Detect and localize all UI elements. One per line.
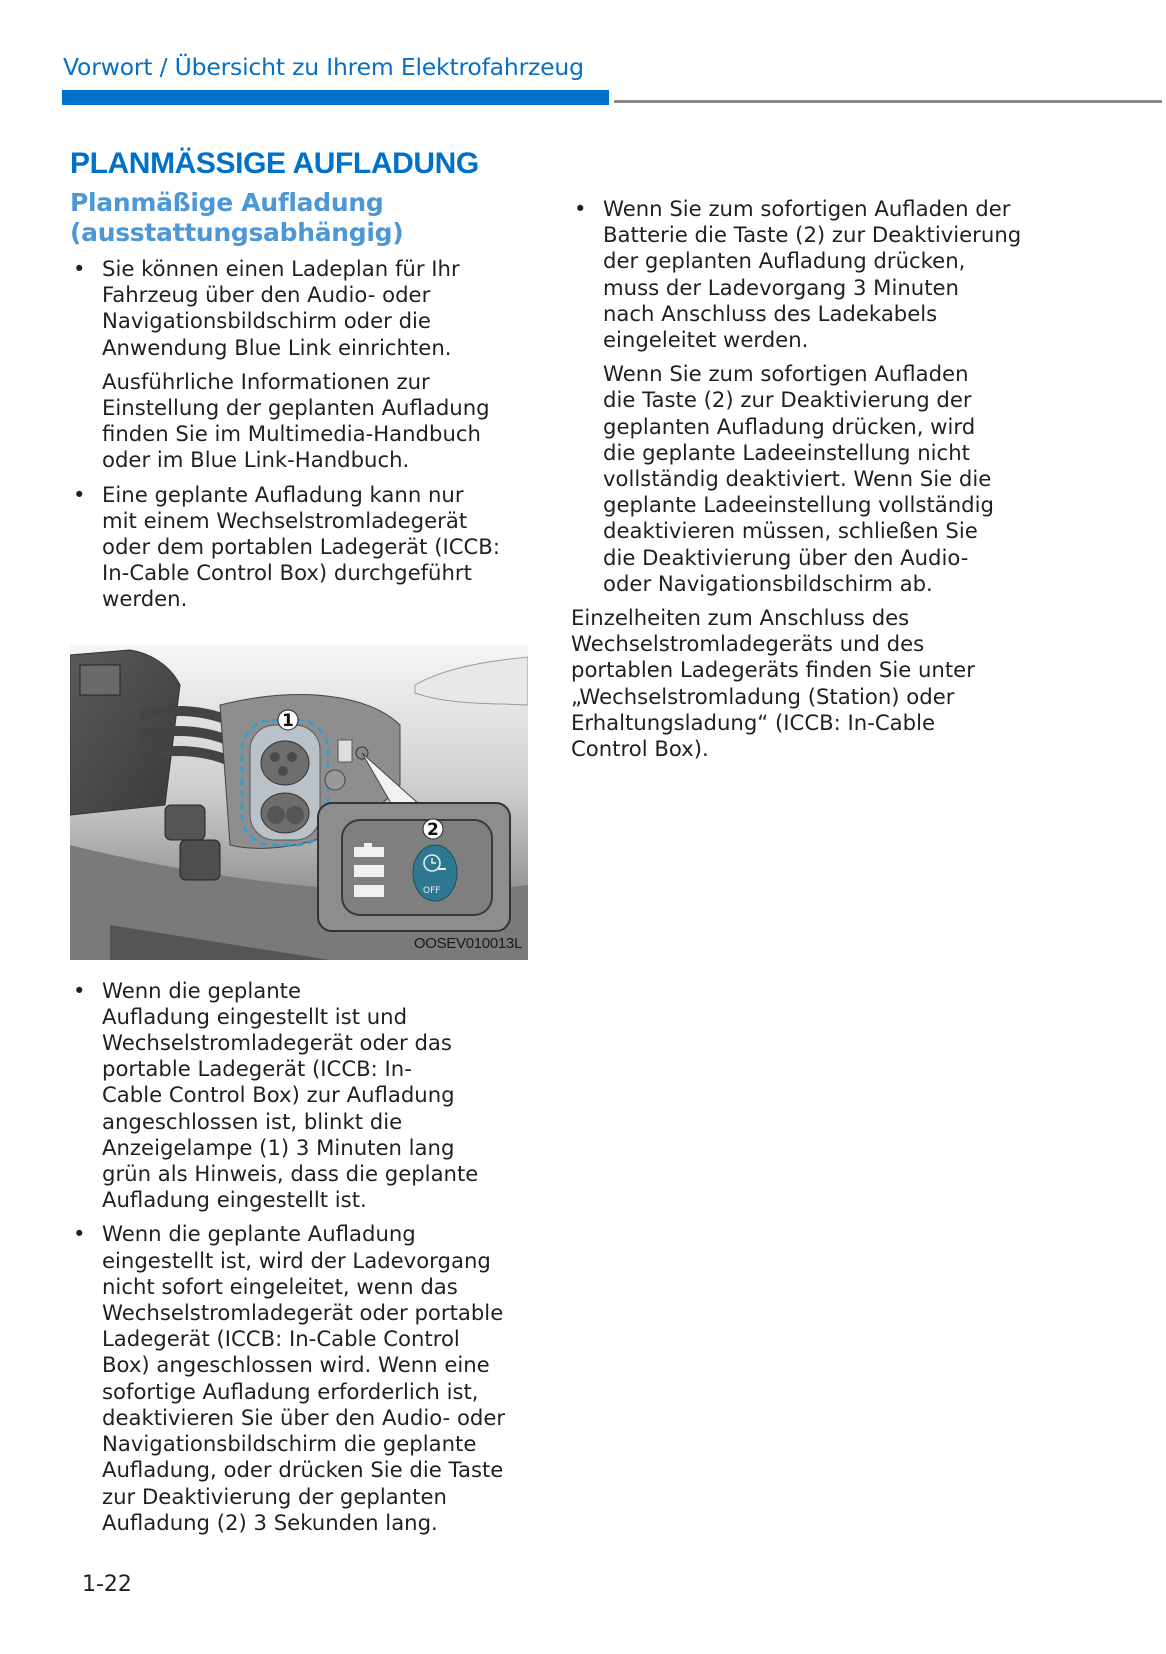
text-line: muss der Ladevorgang 3 Minuten	[603, 274, 959, 300]
text-line: Einzelheiten zum Anschluss des	[571, 605, 910, 631]
bullet-item	[70, 978, 540, 1214]
text-line: die geplante Ladeeinstellung nicht	[603, 439, 970, 465]
text-line: deaktivieren müssen, schließen Sie	[603, 518, 978, 544]
text-line: finden Sie im Multimedia-Handbuch	[102, 421, 481, 447]
section-subtitle	[70, 188, 540, 248]
text-line: angeschlossen ist, blinkt die	[102, 1108, 403, 1134]
charging-port-illustration	[70, 645, 528, 960]
bullet-item	[70, 482, 540, 613]
text-line: Ladegerät (ICCB: In-Cable Control	[102, 1326, 460, 1352]
text-line: sofortige Aufladung erforderlich ist,	[102, 1378, 479, 1404]
bullet-icon: •	[574, 196, 587, 221]
text-line: oder im Blue Link-Handbuch.	[102, 447, 410, 473]
text-line: der geplanten Aufladung drücken,	[603, 248, 966, 274]
bullet-icon: •	[73, 977, 86, 1003]
text-line: geplanten Aufladung drücken, wird	[603, 413, 976, 439]
text-line: Batterie die Taste (2) zur Deaktivierung	[603, 222, 1022, 248]
text-line: oder dem portablen Ladegerät (ICCB:	[102, 534, 500, 560]
subtitle-line: (ausstattungsabhängig)	[70, 218, 404, 247]
text-line: In-Cable Control Box) durchgeführt	[102, 560, 472, 586]
text-line: Wenn die geplante Aufladung	[102, 1221, 416, 1247]
left-column	[70, 146, 540, 1544]
text-line: Fahrzeug über den Audio- oder	[102, 282, 431, 308]
text-line: mit einem Wechselstromladegerät	[102, 507, 468, 533]
text-line: Cable Control Box) zur Aufladung	[102, 1082, 455, 1108]
bullet-item	[70, 256, 540, 361]
text-line: Erhaltungsladung“ (ICCB: In-Cable	[571, 709, 935, 735]
text-line: grün als Hinweis, dass die geplante	[102, 1161, 479, 1187]
text-line: Anwendung Blue Link einrichten.	[102, 334, 452, 360]
bullet-continuation	[571, 361, 1041, 597]
text-line: Control Box).	[571, 736, 709, 762]
text-line: Wenn Sie zum sofortigen Aufladen	[603, 361, 969, 387]
text-line: Eine geplante Aufladung kann nur	[102, 481, 464, 507]
section-title: PLANMÄSSIGE AUFLADUNG	[70, 147, 479, 180]
text-line: eingeleitet werden.	[603, 327, 809, 353]
bullet-icon: •	[73, 481, 86, 507]
reference-paragraph	[571, 605, 1041, 762]
text-line: die Taste (2) zur Deaktivierung der	[603, 387, 972, 413]
text-line: Aufladung eingestellt ist und	[102, 1003, 408, 1029]
text-line: Box) angeschlossen wird. Wenn eine	[102, 1352, 490, 1378]
text-line: Aufladung, oder drücken Sie die Taste	[102, 1457, 504, 1483]
text-line: nach Anschluss des Ladekabels	[603, 300, 938, 326]
text-line: Navigationsbildschirm die geplante	[102, 1431, 477, 1457]
page-number: 1-22	[82, 1572, 132, 1597]
text-line: Navigationsbildschirm oder die	[102, 308, 431, 334]
text-line: Aufladung eingestellt ist.	[102, 1187, 367, 1213]
text-line: Wechselstromladegerät oder das	[102, 1030, 452, 1056]
text-line: zur Deaktivierung der geplanten	[102, 1483, 447, 1509]
subtitle-line: Planmäßige Aufladung	[70, 188, 384, 217]
header-rule	[614, 100, 1162, 103]
bullet-item	[571, 196, 1041, 353]
text-line: Ausführliche Informationen zur	[102, 368, 430, 394]
text-line: werden.	[102, 586, 188, 612]
text-line: Wechselstromladegerät oder portable	[102, 1300, 504, 1326]
text-line: portable Ladegerät (ICCB: In-	[102, 1056, 412, 1082]
text-line: Sie können einen Ladeplan für Ihr	[102, 256, 460, 281]
text-line: deaktivieren Sie über den Audio- oder	[102, 1404, 506, 1430]
text-line: Wechselstromladegeräts und des	[571, 631, 925, 657]
bullet-icon: •	[73, 1221, 86, 1247]
text-line: „Wechselstromladung (Station) oder	[571, 683, 955, 709]
text-line: Aufladung (2) 3 Sekunden lang.	[102, 1509, 438, 1535]
text-line: eingestellt ist, wird der Ladevorgang	[102, 1247, 491, 1273]
callout-number-2: 2	[427, 819, 439, 840]
text-line: Einstellung der geplanten Aufladung	[102, 395, 490, 421]
text-line: Wenn Sie zum sofortigen Aufladen der	[603, 196, 1011, 221]
scheduled-charging-off-button-label: OFF	[423, 885, 441, 896]
bullet-item	[70, 1221, 540, 1535]
right-column	[571, 196, 1041, 770]
bullet-continuation	[70, 369, 540, 474]
text-line: oder Navigationsbildschirm ab.	[603, 570, 933, 596]
charging-port-drawing	[70, 645, 528, 960]
text-line: geplante Ladeeinstellung vollständig	[603, 492, 994, 518]
text-line: die Deaktivierung über den Audio-	[603, 544, 969, 570]
bullet-icon: •	[73, 256, 86, 281]
text-line: portablen Ladegeräts finden Sie unter	[571, 657, 975, 683]
text-line: nicht sofort eingeleitet, wenn das	[102, 1273, 458, 1299]
callout-number-1: 1	[282, 710, 294, 731]
text-line: Anzeigelampe (1) 3 Minuten lang	[102, 1134, 455, 1160]
header-accent-bar	[62, 90, 609, 105]
breadcrumb: Vorwort / Übersicht zu Ihrem Elektrofahrzeug	[63, 53, 584, 81]
figure-code: OOSEV010013L	[413, 935, 522, 953]
text-line: Wenn die geplante	[102, 977, 302, 1003]
text-line: vollständig deaktiviert. Wenn Sie die	[603, 466, 992, 492]
